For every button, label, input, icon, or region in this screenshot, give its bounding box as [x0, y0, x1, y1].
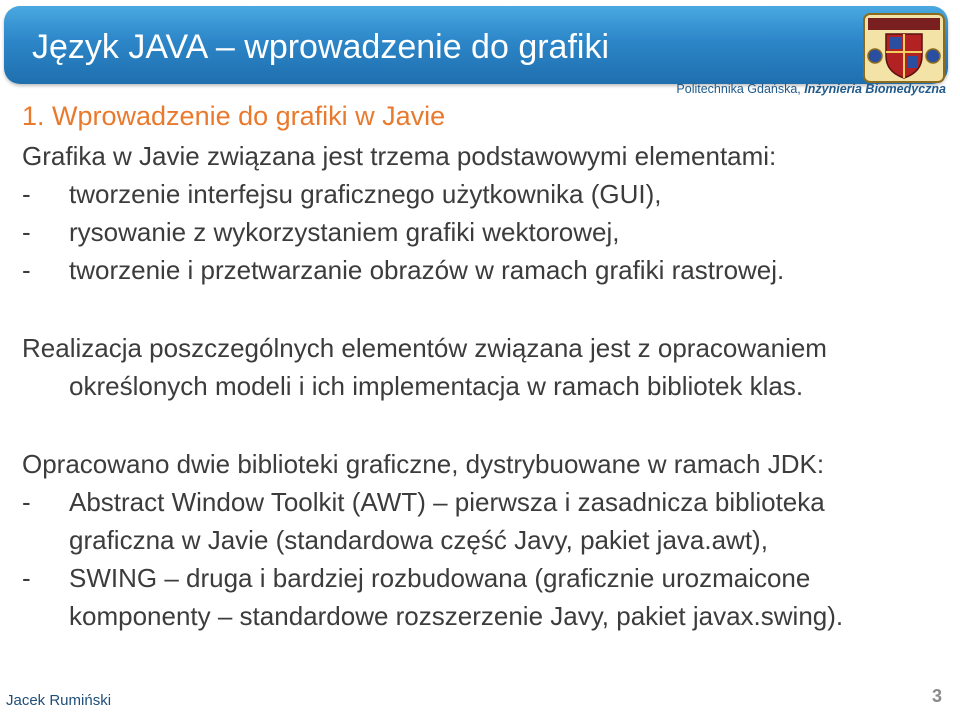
- bullet-dash: -: [22, 255, 31, 285]
- paragraph-realization-line1: Realizacja poszczególnych elementów związana jest z opracowaniem: [22, 333, 827, 363]
- title-bar: [4, 6, 948, 84]
- paragraph-libraries-intro: Opracowano dwie biblioteki graficzne, dystrybuowane w ramach JDK:: [22, 449, 825, 479]
- section-heading: 1. Wprowadzenie do grafiki w Javie: [22, 101, 446, 131]
- bullet-dash: -: [22, 217, 31, 247]
- university-crest-icon: [862, 12, 946, 84]
- swing-text: SWING – druga i bardziej rozbudowana (graficznie urozmaicone: [69, 563, 811, 593]
- page-number: 3: [931, 686, 942, 706]
- swing-item-line1: [22, 563, 810, 594]
- institution-label: [676, 82, 946, 96]
- awt-item-line1: [22, 487, 825, 518]
- bullet-vector: [22, 217, 620, 248]
- footer-author: Jacek Rumiński: [6, 692, 112, 709]
- bullet-dash: -: [22, 563, 31, 593]
- slide-title: Język JAVA – wprowadzenie do grafiki: [32, 28, 610, 66]
- bullet-text: tworzenie interfejsu graficznego użytkownika (GUI),: [69, 179, 662, 209]
- awt-text: Abstract Window Toolkit (AWT) – pierwsza i zasadnicza biblioteka: [69, 487, 825, 517]
- swing-item-line2: komponenty – standardowe rozszerzenie Javy, pakiet javax.swing).: [69, 601, 844, 631]
- bullet-text: rysowanie z wykorzystaniem grafiki wektorowej,: [69, 217, 620, 247]
- paragraph-realization-line2: określonych modeli i ich implementacja w ramach bibliotek klas.: [69, 371, 804, 401]
- faculty-name: Inżynieria Biomedyczna: [804, 82, 946, 96]
- bullet-raster: [22, 255, 784, 286]
- bullet-text: tworzenie i przetwarzanie obrazów w ramach grafiki rastrowej.: [69, 255, 785, 285]
- bullet-gui: [22, 179, 661, 210]
- intro-line: Grafika w Javie związana jest trzema podstawowymi elementami:: [22, 141, 777, 171]
- bullet-dash: -: [22, 179, 31, 209]
- awt-item-line2: graficzna w Javie (standardowa część Javy, pakiet java.awt),: [69, 525, 768, 555]
- bullet-dash: -: [22, 487, 31, 517]
- university-name: Politechnika Gdańska,: [676, 82, 801, 96]
